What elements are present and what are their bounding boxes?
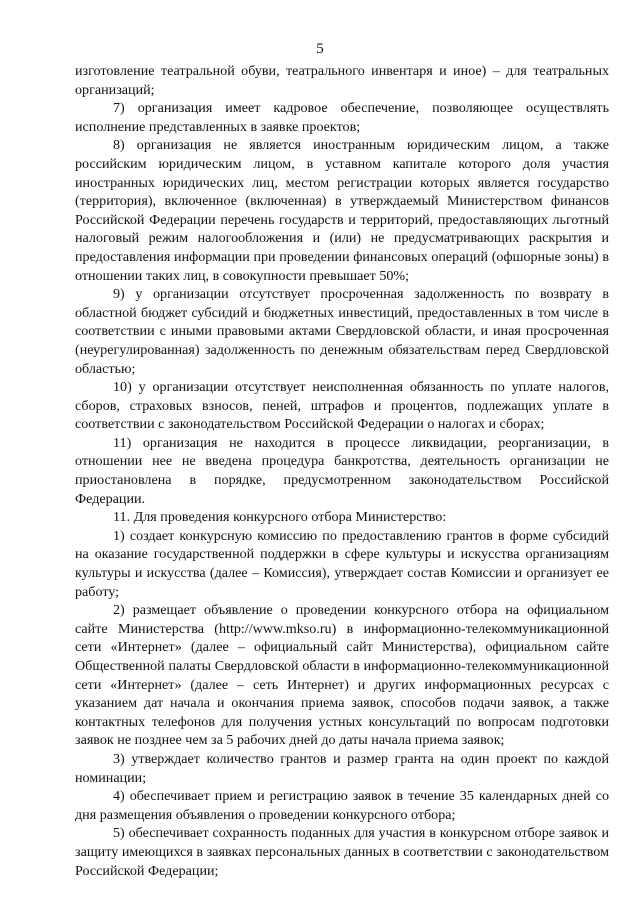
- section-11-item-4: 4) обеспечивает прием и регистрацию заявок в течение 35 календарных дней со дня размещения объявления о проведении конкурсного отбора;: [75, 788, 609, 823]
- section-11-item-3: 3) утверждает количество грантов и размер гранта на один проект по каждой номинации;: [75, 750, 609, 786]
- paragraph-continuation: изготовление театральной обуви, театрального инвентаря и иное) – для театральных организаций;: [75, 63, 609, 98]
- document-body: [75, 62, 609, 880]
- paragraph-item-7: 7) организация имеет кадровое обеспечение, позволяющее осуществлять исполнение представленных в заявке проектов;: [75, 100, 609, 135]
- section-11-item-5: 5) обеспечивает сохранность поданных для участия в конкурсном отборе заявок и защиту имеющихся в заявках персональных данных в соответствии с законодательством Российской Федерации;: [75, 825, 609, 879]
- page-number: 5: [316, 41, 324, 57]
- section-11-heading: 11. Для проведения конкурсного отбора Министерство:: [113, 509, 447, 526]
- paragraph-item-10: 10) у организации отсутствует неисполненная обязанность по уплате налогов, сборов, страховых взносов, пеней, штрафов и процентов, подлежащих уплате в соответствии с законодательством Российской Федерации о налогах и сборах;: [75, 379, 609, 433]
- paragraph-item-9: 9) у организации отсутствует просроченная задолженность по возврату в областной бюджет субсидий и бюджетных инвестиций, предоставленных в том числе в соответствии с иными правовыми актами Свердловской области, и иная просроченная (неурегулированная) задолженность по денежным обязательствам перед Свердловской областью;: [75, 286, 609, 377]
- section-11-item-2: 2) размещает объявление о проведении конкурсного отбора на официальном сайте Министерства (http://www.mkso.ru) в информационно-телекоммуникационной сети «Интернет» (далее – официальный сайт Министерства), официальном сайте Общественной палаты Свердловской области в информационно-телекоммуникационной сети «Интернет» (далее – сеть Интернет) и других информационных ресурсах с указанием дат начала и окончания приема заявок, способов подачи заявок, а также контактных телефонов для получения устных консультаций по вопросам подготовки заявок не позднее чем за 5 рабочих дней до даты начала приема заявок;: [75, 602, 609, 749]
- section-11-item-1: 1) создает конкурсную комиссию по предоставлению грантов в форме субсидий на оказание государственной поддержки в сфере культуры и искусства организациям культуры и искусства (далее – Комиссия), утверждает состав Комиссии и организует ее работу;: [75, 527, 609, 600]
- paragraph-item-11: 11) организация не находится в процессе ликвидации, реорганизации, в отношении нее не введена процедура банкротства, деятельность организации не приостановлена в порядке, предусмотренном законодательством Российской Федерации.: [75, 434, 609, 507]
- paragraph-item-8: 8) организация не является иностранным юридическим лицом, а также российским юридическим лицом, в уставном капитале которого доля участия иностранных юридических лиц, местом регистрации которых является государство (территория), включенное (включенная) в утверждаемый Министерством финансов Российской Федерации перечень государств и территорий, предоставляющих льготный налоговый режим налогообложения и (или) не предусматривающих раскрытия и предоставления информации при проведении финансовых операций (офшорные зоны) в отношении таких лиц, в совокупности превышает 50%;: [75, 137, 609, 284]
